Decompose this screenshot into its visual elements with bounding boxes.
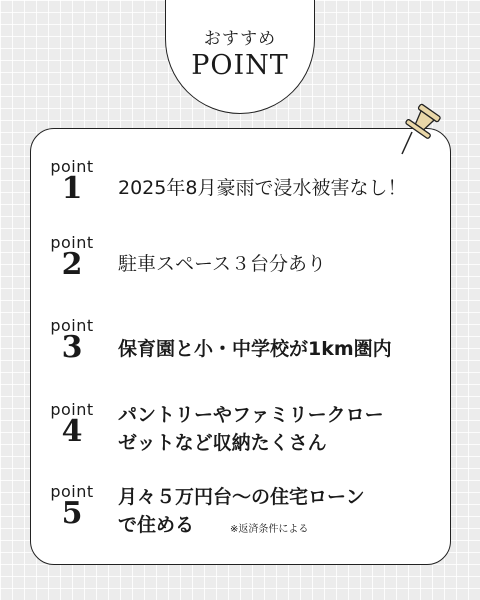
point-label: point: [50, 482, 94, 501]
point-label: point: [50, 157, 94, 176]
header-title: POINT: [191, 50, 289, 81]
push-pin-icon: [396, 100, 446, 156]
point-number: 3: [61, 330, 83, 365]
point-text-line2: ゼットなど収納たくさん: [118, 432, 327, 454]
point-text: 2025年8月豪雨で浸水被害なし！: [118, 177, 407, 199]
point-number: 4: [61, 414, 83, 449]
point-label: point: [50, 316, 94, 335]
point-number: 5: [61, 496, 83, 531]
point-label: point: [50, 233, 94, 252]
point-text-line1: パントリーやファミリークロー: [118, 404, 384, 426]
header-subtitle: おすすめ: [203, 29, 277, 49]
point-text: 保育園と小・中学校が1km圏内: [118, 338, 392, 360]
footnote: ※返済条件による: [230, 524, 309, 535]
point-number: 1: [61, 171, 83, 206]
point-text-line1: 月々５万円台～の住宅ローン: [118, 486, 365, 508]
point-text: 駐車スペース３台分あり: [118, 253, 327, 275]
point-label: point: [50, 400, 94, 419]
point-text-line2: で住める: [118, 514, 195, 536]
point-number: 2: [61, 247, 83, 282]
